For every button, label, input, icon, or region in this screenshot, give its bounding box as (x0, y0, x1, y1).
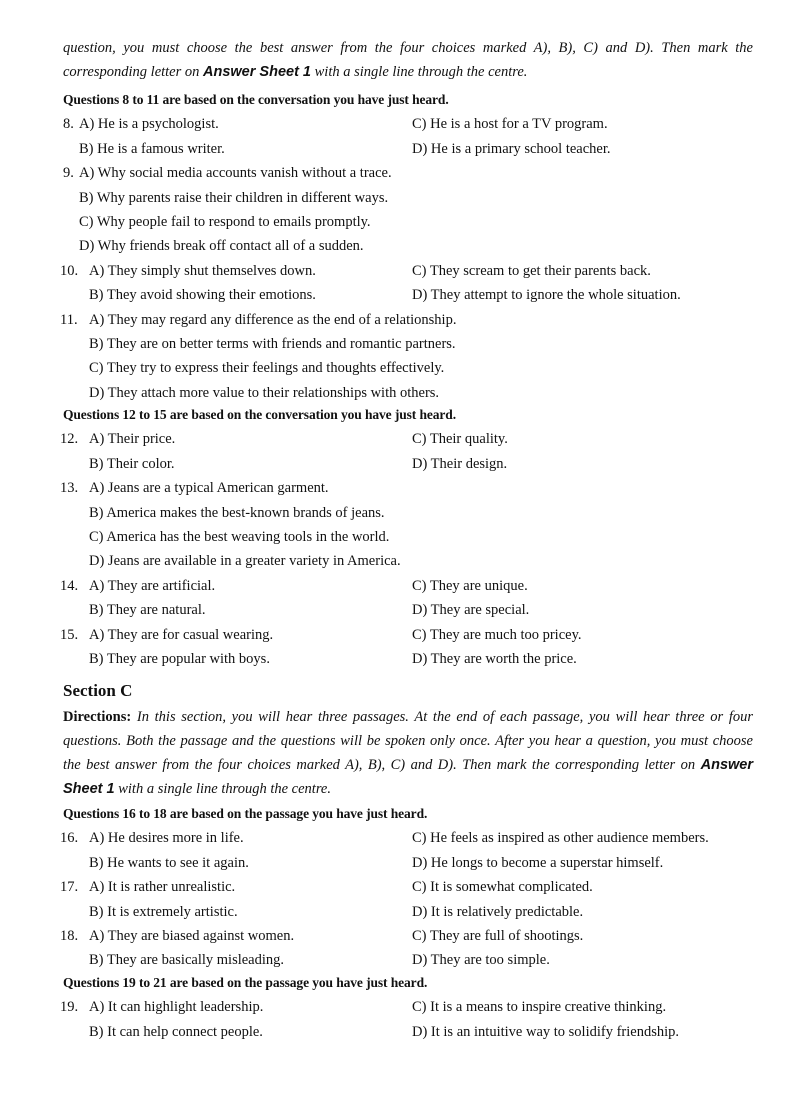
option-d[interactable]: D) They are worth the price. (412, 650, 577, 667)
question-12-row-1 (0, 427, 800, 451)
question-13-option-d (0, 549, 800, 573)
intro-text-end: with a single line through the centre. (314, 64, 528, 80)
option-b[interactable]: B) They avoid showing their emotions. (89, 287, 316, 304)
question-number: 8. (63, 116, 74, 133)
question-group-19-21 (0, 971, 800, 1044)
question-number: 12. (60, 431, 79, 448)
option-a[interactable]: A) They may regard any difference as the end of a relationship. (89, 311, 457, 328)
question-15-row-1 (0, 623, 800, 647)
question-10-row-1 (0, 259, 800, 283)
option-d[interactable]: D) They attach more value to their relationships with others. (89, 384, 440, 401)
option-c[interactable]: C) They are unique. (412, 577, 528, 594)
question-9-option-c (0, 210, 800, 234)
question-9-option-a (0, 161, 800, 185)
question-18-row-2 (0, 948, 800, 972)
question-number: 11. (60, 311, 78, 328)
option-b[interactable]: B) They are natural. (89, 602, 206, 619)
section-c-title: Section C (63, 681, 133, 700)
option-d[interactable]: D) Jeans are available in a greater variety in America. (89, 553, 401, 570)
question-number: 9. (63, 165, 74, 182)
question-16-row-1 (0, 826, 800, 850)
question-group-8-11 (0, 88, 800, 405)
option-c[interactable]: C) It is a means to inspire creative thinking. (412, 999, 667, 1016)
intro-paragraph (63, 36, 753, 84)
question-16-row-2 (0, 851, 800, 875)
question-11-option-a (0, 308, 800, 332)
question-13-option-c (0, 525, 800, 549)
question-number: 15. (60, 626, 79, 643)
question-number: 14. (60, 577, 79, 594)
question-9-option-d (0, 234, 800, 258)
question-14-row-2 (0, 598, 800, 622)
section-c-directions (63, 705, 753, 801)
option-d[interactable]: D) It is an intuitive way to solidify friendship. (412, 1023, 680, 1040)
question-15-row-2 (0, 647, 800, 671)
question-9-option-b (0, 186, 800, 210)
intro-text: question, you must choose the best answer from the four choices marked A), B), C) and D). Then mark the corresponding letter on (63, 40, 753, 80)
option-a[interactable]: A) Jeans are a typical American garment. (89, 480, 329, 497)
option-b[interactable]: B) He is a famous writer. (79, 140, 225, 157)
option-a[interactable]: A) They simply shut themselves down. (89, 262, 316, 279)
option-b[interactable]: B) They are basically misleading. (89, 952, 285, 969)
question-19-row-1 (0, 995, 800, 1019)
question-11-option-d (0, 381, 800, 405)
option-c[interactable]: C) It is somewhat complicated. (412, 879, 593, 896)
question-14-row-1 (0, 574, 800, 598)
option-b[interactable]: B) He wants to see it again. (89, 854, 249, 871)
option-a[interactable]: A) He desires more in life. (89, 830, 244, 847)
option-a[interactable]: A) It is rather unrealistic. (89, 879, 236, 896)
option-a[interactable]: A) Their price. (89, 431, 176, 448)
option-c[interactable]: C) Why people fail to respond to emails promptly. (79, 213, 371, 230)
directions-text: In this section, you will hear three passages. At the end of each passage, you will hear three or four questions. Both the passage and the questions will be spoken only once. After you hear a question, you must choose the best answer from the four choices marked A), B), C) and D). Then mark the corresponding letter on (63, 709, 753, 773)
option-b[interactable]: B) They are popular with boys. (89, 650, 270, 667)
question-number: 10. (60, 262, 79, 279)
group-header: Questions 16 to 18 are based on the passage you have just heard. (63, 806, 428, 821)
option-d[interactable]: D) Their design. (412, 455, 508, 472)
option-c[interactable]: C) They try to express their feelings and thoughts effectively. (89, 360, 445, 377)
question-number: 17. (60, 879, 79, 896)
option-b[interactable]: B) Why parents raise their children in different ways. (79, 189, 389, 206)
option-b[interactable]: B) It is extremely artistic. (89, 903, 238, 920)
answer-sheet-label: Answer Sheet 1 (203, 64, 312, 80)
question-11-option-b (0, 332, 800, 356)
option-d[interactable]: D) He longs to become a superstar himself. (412, 854, 664, 871)
option-a[interactable]: A) Why social media accounts vanish without a trace. (79, 165, 392, 182)
question-number: 16. (60, 830, 79, 847)
question-19-row-2 (0, 1020, 800, 1044)
directions-text-end: with a single line through the centre. (118, 781, 331, 797)
option-b[interactable]: B) They are on better terms with friends and romantic partners. (89, 335, 456, 352)
option-c[interactable]: C) They are full of shootings. (412, 927, 584, 944)
question-group-12-15 (0, 403, 800, 671)
question-18-row-1 (0, 924, 800, 948)
option-a[interactable]: A) He is a psychologist. (79, 116, 219, 133)
option-a[interactable]: A) They are biased against women. (89, 927, 295, 944)
question-8-row-2 (0, 137, 800, 161)
option-d[interactable]: D) It is relatively predictable. (412, 903, 584, 920)
answer-sheet-label: Answer Sheet 1 (63, 757, 754, 797)
question-11-option-c (0, 356, 800, 380)
option-d[interactable]: D) They are special. (412, 602, 530, 619)
option-c[interactable]: C) He feels as inspired as other audience members. (412, 830, 709, 847)
option-c[interactable]: C) Their quality. (412, 431, 508, 448)
question-17-row-2 (0, 900, 800, 924)
group-header: Questions 19 to 21 are based on the passage you have just heard. (63, 975, 428, 990)
option-d[interactable]: D) He is a primary school teacher. (412, 140, 611, 157)
option-c[interactable]: C) They scream to get their parents back. (412, 262, 651, 279)
question-12-row-2 (0, 452, 800, 476)
question-17-row-1 (0, 875, 800, 899)
question-8-row-1 (0, 112, 800, 136)
option-b[interactable]: B) It can help connect people. (89, 1023, 263, 1040)
option-d[interactable]: D) Why friends break off contact all of a sudden. (79, 238, 364, 255)
option-a[interactable]: A) It can highlight leadership. (89, 999, 264, 1016)
question-number: 19. (60, 999, 79, 1016)
option-b[interactable]: B) America makes the best-known brands of jeans. (89, 504, 385, 521)
option-c[interactable]: C) America has the best weaving tools in the world. (89, 528, 390, 545)
question-13-option-b (0, 501, 800, 525)
question-group-16-18 (0, 802, 800, 973)
question-13-option-a (0, 476, 800, 500)
option-a[interactable]: A) They are artificial. (89, 577, 216, 594)
option-c[interactable]: C) They are much too pricey. (412, 626, 582, 643)
option-d[interactable]: D) They are too simple. (412, 952, 550, 969)
question-number: 13. (60, 480, 79, 497)
directions-label: Directions: (63, 709, 132, 725)
option-a[interactable]: A) They are for casual wearing. (89, 626, 274, 643)
group-header: Questions 8 to 11 are based on the conversation you have just heard. (63, 92, 449, 107)
question-number: 18. (60, 927, 79, 944)
option-b[interactable]: B) Their color. (89, 455, 175, 472)
question-10-row-2 (0, 283, 800, 307)
group-header: Questions 12 to 15 are based on the conversation you have just heard. (63, 407, 456, 422)
option-c[interactable]: C) He is a host for a TV program. (412, 116, 608, 133)
option-d[interactable]: D) They attempt to ignore the whole situation. (412, 287, 681, 304)
